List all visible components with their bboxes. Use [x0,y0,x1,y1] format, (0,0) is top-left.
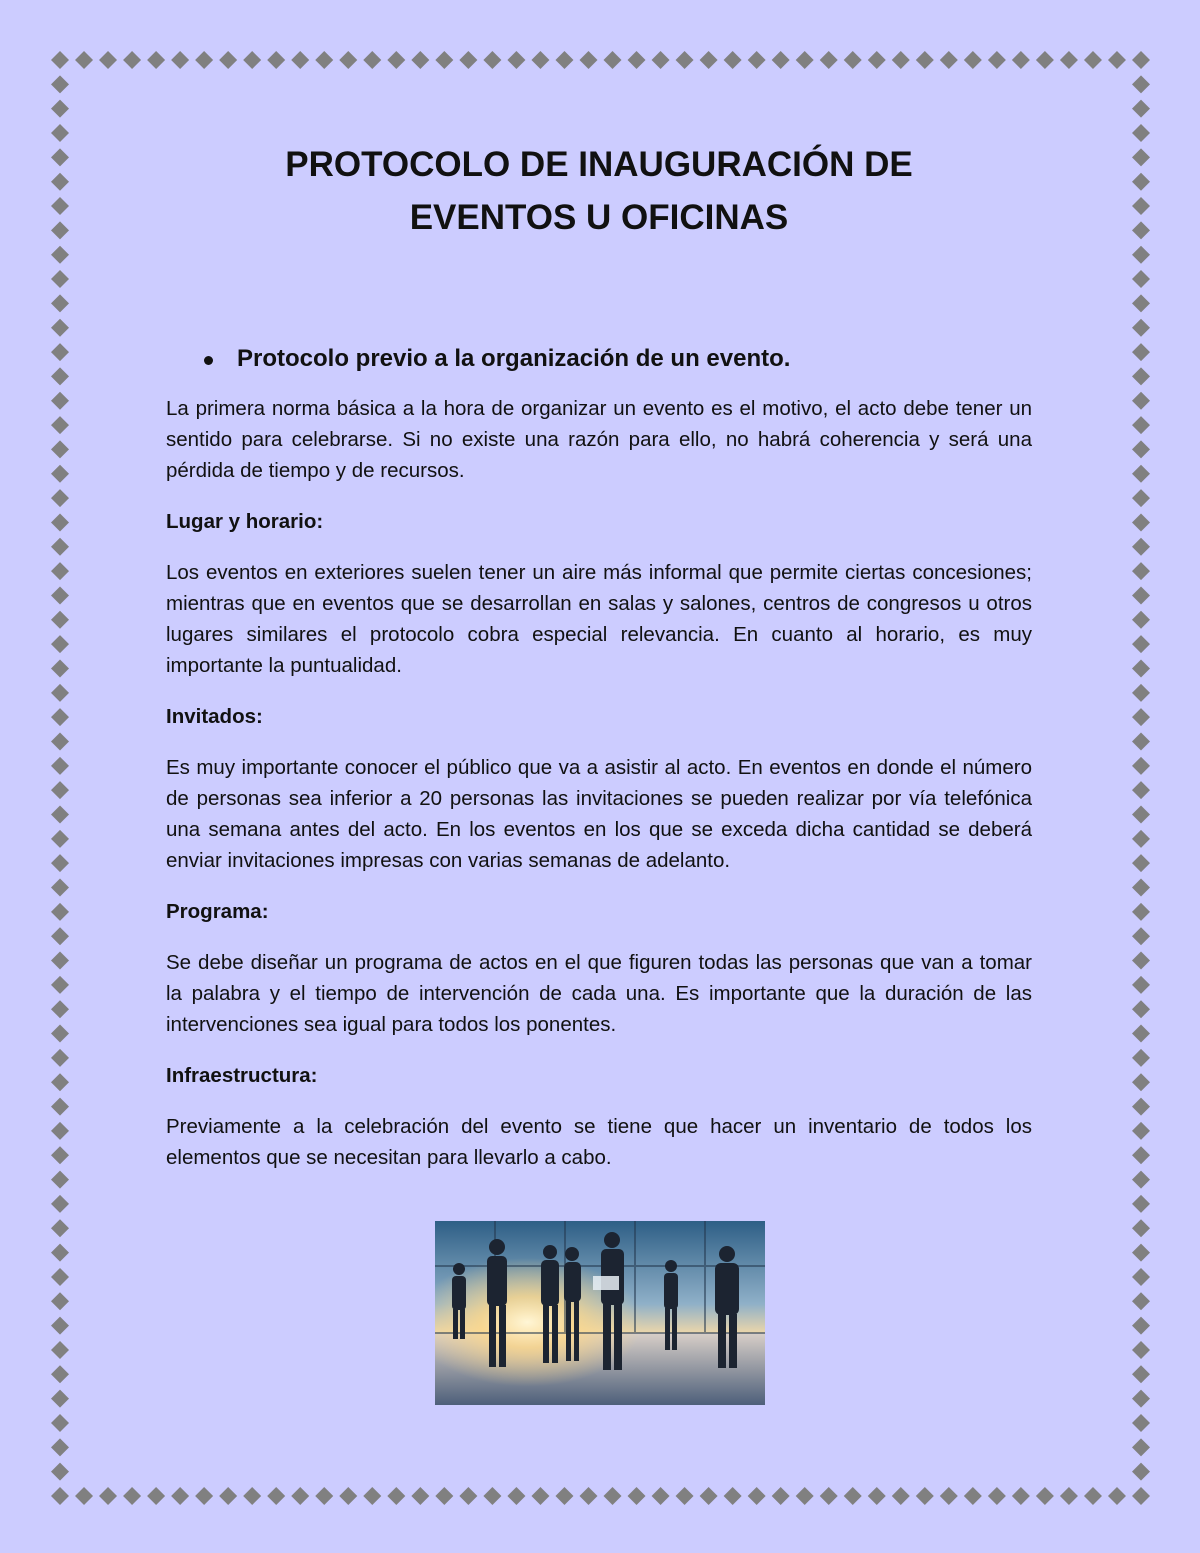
border-diamond [51,757,69,775]
border-diamond [411,51,429,69]
border-diamond [1132,1390,1150,1408]
border-diamond [363,1487,381,1505]
border-diamond [1084,1487,1102,1505]
border-diamond [1132,1317,1150,1335]
border-diamond [1132,562,1150,580]
border-diamond [123,51,141,69]
border-diamond [748,51,766,69]
border-diamond [1132,1122,1150,1140]
border-diamond [1132,659,1150,677]
border-diamond [1132,124,1150,142]
border-diamond [1132,1219,1150,1237]
section-text-programa: Se debe diseñar un programa de actos en el que figuren todas las personas que van a tomar la palabra y el tiempo de intervención de cada una. Es importante que la duración de las intervenciones sea igual para todos los ponentes. [166,951,1032,1036]
border-diamond [1132,75,1150,93]
document-content [166,138,1032,1173]
border-diamond [916,1487,934,1505]
border-diamond [1132,708,1150,726]
border-diamond [1132,1365,1150,1383]
border-diamond [652,51,670,69]
border-diamond [51,562,69,580]
border-diamond [51,611,69,629]
border-diamond [387,51,405,69]
border-diamond [1132,416,1150,434]
border-diamond [51,830,69,848]
border-diamond [219,51,237,69]
border-diamond [51,1049,69,1067]
border-diamond [51,1244,69,1262]
border-diamond [267,1487,285,1505]
border-diamond [1132,952,1150,970]
border-diamond [1132,1195,1150,1213]
border-diamond [1132,854,1150,872]
border-diamond [51,903,69,921]
border-diamond [51,489,69,507]
border-diamond [51,952,69,970]
border-diamond [555,51,573,69]
border-diamond [1132,757,1150,775]
border-diamond [1108,1487,1126,1505]
border-diamond [51,538,69,556]
border-diamond [51,75,69,93]
border-diamond [1132,1025,1150,1043]
section-heading-lugar: Lugar y horario: [166,510,324,533]
border-diamond [51,343,69,361]
border-diamond [51,392,69,410]
border-diamond [51,586,69,604]
border-diamond [51,416,69,434]
border-diamond [1012,51,1030,69]
border-diamond [315,51,333,69]
section-text-invitados: Es muy importante conocer el público que va a asistir al acto. En eventos en donde el número de personas sea inferior a 20 personas las invitaciones se pueden realizar por vía telefónica una semana antes del acto. En los eventos en los que se exceda dicha cantidad se deberá enviar invitaciones impresas con varias semanas de adelanto. [166,756,1032,872]
border-diamond [171,51,189,69]
border-diamond [579,1487,597,1505]
border-diamond [51,513,69,531]
border-diamond [1132,903,1150,921]
border-diamond [1132,367,1150,385]
border-diamond [291,1487,309,1505]
border-diamond [339,51,357,69]
intro-paragraph: La primera norma básica a la hora de organizar un evento es el motivo, el acto debe tener un sentido para celebrarse. Si no existe una razón para ello, no habrá coherencia y será una pérdida de tiempo y de recursos. [166,397,1032,482]
border-diamond [507,51,525,69]
border-diamond [51,197,69,215]
border-diamond [1132,1268,1150,1286]
border-diamond [51,1365,69,1383]
border-diamond [940,1487,958,1505]
border-diamond [459,51,477,69]
border-diamond [1132,221,1150,239]
border-diamond [1132,1000,1150,1018]
border-diamond [1108,51,1126,69]
border-diamond [51,1025,69,1043]
business-people-photo [435,1221,765,1405]
border-diamond [964,51,982,69]
border-diamond [1132,1244,1150,1262]
border-diamond [964,1487,982,1505]
border-diamond [868,51,886,69]
border-diamond [1132,635,1150,653]
border-diamond [75,51,93,69]
border-diamond [51,1073,69,1091]
border-diamond [1132,1487,1150,1505]
border-diamond [628,51,646,69]
border-diamond [1132,586,1150,604]
border-diamond [411,1487,429,1505]
bullet-heading [166,341,1032,377]
border-diamond [339,1487,357,1505]
border-diamond [1132,781,1150,799]
border-diamond [363,51,381,69]
border-diamond [1132,806,1150,824]
section-heading-invitados: Invitados: [166,705,263,728]
border-diamond [1132,538,1150,556]
border-diamond [75,1487,93,1505]
border-diamond [51,879,69,897]
border-diamond [604,1487,622,1505]
border-diamond [1132,1073,1150,1091]
border-diamond [483,51,501,69]
border-diamond [1132,611,1150,629]
border-diamond [51,781,69,799]
border-diamond [51,100,69,118]
border-diamond [51,1195,69,1213]
border-diamond [51,124,69,142]
border-diamond [724,1487,742,1505]
border-diamond [844,51,862,69]
border-diamond [1132,294,1150,312]
border-diamond [51,1487,69,1505]
border-diamond [315,1487,333,1505]
section-text-infraestructura: Previamente a la celebración del evento se tiene que hacer un inventario de todos los elementos que se necesitan para llevarlo a cabo. [166,1115,1032,1169]
border-diamond [1132,830,1150,848]
border-diamond [988,1487,1006,1505]
border-diamond [51,1390,69,1408]
border-diamond [147,1487,165,1505]
border-diamond [531,51,549,69]
border-diamond [99,51,117,69]
border-diamond [51,659,69,677]
border-diamond [51,440,69,458]
border-diamond [748,1487,766,1505]
border-diamond [820,1487,838,1505]
border-diamond [51,465,69,483]
border-diamond [1132,732,1150,750]
border-diamond [1012,1487,1030,1505]
border-diamond [51,806,69,824]
border-diamond [387,1487,405,1505]
border-diamond [51,1122,69,1140]
border-diamond [724,51,742,69]
border-diamond [195,1487,213,1505]
border-diamond [1036,51,1054,69]
border-diamond [51,1414,69,1432]
border-diamond [772,1487,790,1505]
border-diamond [1132,1098,1150,1116]
border-diamond [243,1487,261,1505]
border-diamond [51,319,69,337]
border-diamond [1132,1292,1150,1310]
border-diamond [1132,489,1150,507]
border-diamond [195,51,213,69]
border-diamond [1132,148,1150,166]
border-diamond [1132,1171,1150,1189]
border-diamond [123,1487,141,1505]
border-diamond [1060,1487,1078,1505]
border-diamond [51,732,69,750]
border-diamond [796,1487,814,1505]
border-diamond [51,1268,69,1286]
border-diamond [1132,1146,1150,1164]
border-diamond [1084,51,1102,69]
border-diamond [1132,1463,1150,1481]
border-diamond [796,51,814,69]
border-diamond [1132,197,1150,215]
border-diamond [1132,343,1150,361]
border-diamond [1132,270,1150,288]
border-diamond [1132,465,1150,483]
border-diamond [1132,173,1150,191]
border-diamond [147,51,165,69]
border-diamond [700,51,718,69]
border-diamond [51,1098,69,1116]
bullet-heading-text: Protocolo previo a la organización de un evento. [237,345,791,372]
border-diamond [51,1000,69,1018]
border-diamond [1132,100,1150,118]
page-title [166,138,1032,244]
border-diamond [51,246,69,264]
border-diamond [1132,246,1150,264]
border-diamond [676,1487,694,1505]
border-diamond [51,1463,69,1481]
border-diamond [555,1487,573,1505]
border-diamond [51,927,69,945]
border-diamond [1060,51,1078,69]
border-diamond [1036,1487,1054,1505]
border-diamond [844,1487,862,1505]
border-diamond [1132,392,1150,410]
border-diamond [1132,879,1150,897]
title-line-2: EVENTOS U OFICINAS [409,198,789,237]
border-diamond [676,51,694,69]
border-diamond [940,51,958,69]
border-diamond [628,1487,646,1505]
border-diamond [51,148,69,166]
border-diamond [1132,1414,1150,1432]
border-diamond [604,51,622,69]
border-diamond [171,1487,189,1505]
border-diamond [1132,319,1150,337]
border-diamond [1132,927,1150,945]
border-diamond [99,1487,117,1505]
border-diamond [291,51,309,69]
border-diamond [51,294,69,312]
section-heading-programa: Programa: [166,900,269,923]
border-diamond [51,270,69,288]
border-diamond [1132,51,1150,69]
border-diamond [51,684,69,702]
border-diamond [51,635,69,653]
border-diamond [1132,440,1150,458]
border-diamond [51,367,69,385]
border-diamond [892,51,910,69]
border-diamond [51,1317,69,1335]
border-diamond [892,1487,910,1505]
border-diamond [507,1487,525,1505]
border-diamond [1132,684,1150,702]
border-diamond [1132,513,1150,531]
bullet-dot-icon [204,356,213,365]
title-line-1: PROTOCOLO DE INAUGURACIÓN DE [285,145,913,184]
border-diamond [435,1487,453,1505]
section-text-lugar: Los eventos en exteriores suelen tener un aire más informal que permite ciertas concesiones; mientras que en eventos que se desarrollan en salas y salones, centros de congresos u otros lugares similares el protocolo cobra especial relevancia. En cuanto al horario, es muy importante la puntualidad. [166,561,1032,677]
border-diamond [700,1487,718,1505]
border-diamond [51,221,69,239]
border-diamond [435,51,453,69]
border-diamond [1132,1049,1150,1067]
border-diamond [51,173,69,191]
border-diamond [916,51,934,69]
border-diamond [1132,1438,1150,1456]
section-heading-infraestructura: Infraestructura: [166,1064,318,1087]
border-diamond [51,1438,69,1456]
border-diamond [51,976,69,994]
border-diamond [51,854,69,872]
border-diamond [51,1219,69,1237]
border-diamond [219,1487,237,1505]
border-diamond [51,51,69,69]
border-diamond [579,51,597,69]
border-diamond [51,1146,69,1164]
border-diamond [459,1487,477,1505]
border-diamond [51,1292,69,1310]
border-diamond [1132,1341,1150,1359]
border-diamond [988,51,1006,69]
border-diamond [652,1487,670,1505]
border-diamond [483,1487,501,1505]
border-diamond [267,51,285,69]
border-diamond [820,51,838,69]
border-diamond [868,1487,886,1505]
border-diamond [531,1487,549,1505]
border-diamond [1132,976,1150,994]
border-diamond [243,51,261,69]
border-diamond [51,708,69,726]
border-diamond [772,51,790,69]
border-diamond [51,1171,69,1189]
border-diamond [51,1341,69,1359]
